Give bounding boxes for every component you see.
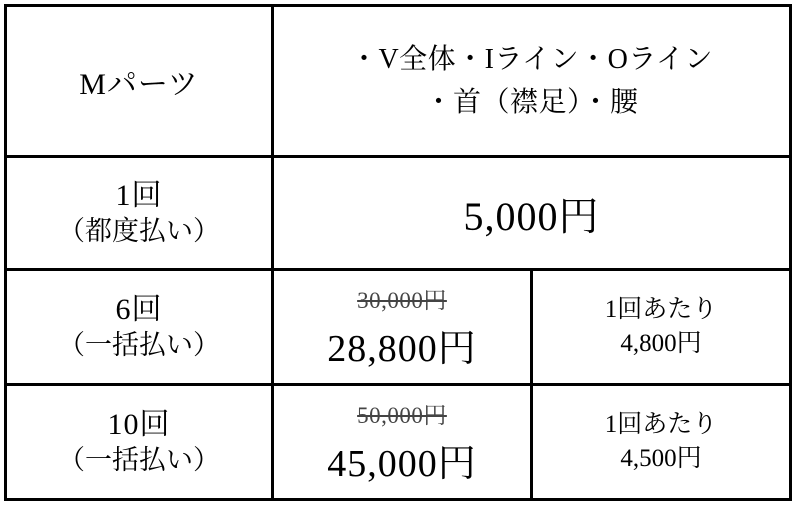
table-row-six-sessions [6, 270, 791, 385]
parts-list-line-1: ・V全体・Iライン・Oライン [349, 43, 714, 75]
pricing-table [4, 4, 792, 501]
parts-list-cell [273, 6, 791, 157]
ten-original-price: 50,000円 [357, 403, 447, 428]
ten-label-cell [6, 385, 273, 500]
six-price: 28,800円 [327, 328, 477, 370]
single-price-cell [273, 157, 791, 270]
single-label-cell [6, 157, 273, 270]
single-price: 5,000円 [463, 193, 600, 239]
ten-label-sub: （一括払い） [58, 444, 220, 475]
six-per-label: 1回あたり [604, 296, 718, 324]
ten-per-label: 1回あたり [604, 411, 718, 439]
six-label-main: 6回 [115, 293, 163, 327]
ten-label-main: 10回 [107, 408, 171, 442]
single-label-main: 1回 [115, 179, 163, 213]
six-per-session-cell [532, 270, 791, 385]
six-label-cell [6, 270, 273, 385]
parts-label-cell [6, 6, 273, 157]
parts-list-line-2: ・首（襟足）・腰 [424, 87, 639, 118]
parts-label: Mパーツ [79, 68, 199, 101]
ten-per-price: 4,500円 [620, 445, 702, 472]
six-original-price: 30,000円 [357, 288, 447, 313]
table-row-single-session [6, 157, 791, 270]
single-label-sub: （都度払い） [58, 215, 220, 246]
table-row-ten-sessions [6, 385, 791, 500]
six-label-sub: （一括払い） [58, 329, 220, 360]
ten-per-session-cell [532, 385, 791, 500]
ten-price-cell [273, 385, 532, 500]
table-row-parts [6, 6, 791, 157]
six-price-cell [273, 270, 532, 385]
six-per-price: 4,800円 [620, 330, 702, 357]
price-table-sheet [0, 4, 797, 515]
ten-price: 45,000円 [327, 443, 477, 485]
